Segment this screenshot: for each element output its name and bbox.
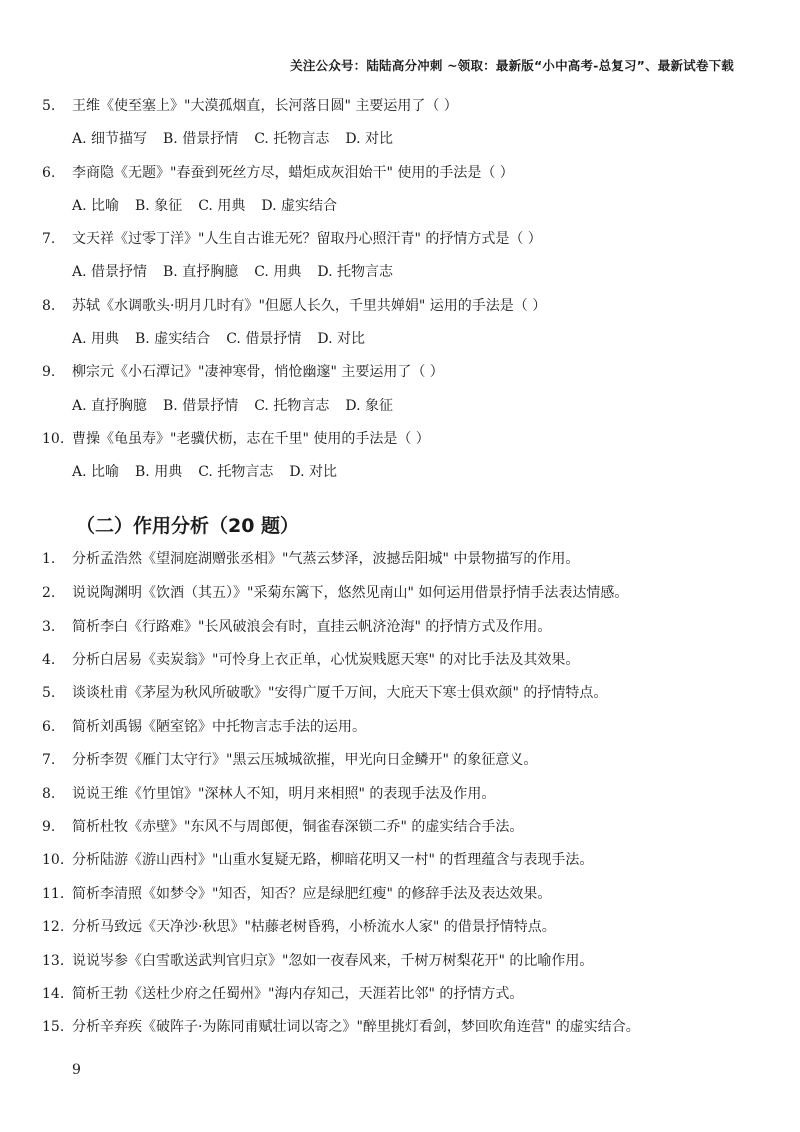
question-number: 10. [42, 852, 65, 868]
analysis-question-2 [42, 583, 628, 603]
question-text: 苏轼《水调歌头·明月几时有》"但愿人长久，千里共婵娟" 运用的手法是（ ） [72, 298, 547, 314]
question-text: 曹操《龟虽寿》"老骥伏枥，志在千里" 使用的手法是（ ） [72, 431, 430, 447]
option-c: C. 托物言志 [198, 464, 274, 480]
question-text: 文天祥《过零丁洋》"人生自古谁无死？留取丹心照汗青" 的抒情方式是（ ） [72, 231, 542, 247]
option-b: B. 借景抒情 [163, 131, 239, 147]
analysis-question-6 [42, 717, 366, 737]
question-number: 15. [42, 1019, 65, 1035]
question-text: 简析李清照《如梦令》"知否，知否？应是绿肥红瘦" 的修辞手法及表达效果。 [72, 886, 552, 902]
choice-question-5 [42, 96, 458, 116]
question-text: 简析李白《行路难》"长风破浪会有时，直挂云帆济沧海" 的抒情方式及作用。 [72, 619, 552, 635]
option-a: A. 细节描写 [72, 131, 148, 147]
option-b: B. 象征 [135, 198, 183, 214]
question-number: 5. [42, 685, 56, 701]
question-number: 9. [42, 364, 56, 380]
question-number: 6. [42, 719, 56, 735]
question-text: 简析杜牧《赤壁》"东风不与周郎便，铜雀春深锁二乔" 的虚实结合手法。 [72, 819, 524, 835]
question-number: 4. [42, 652, 56, 668]
option-d: D. 对比 [289, 464, 337, 480]
analysis-question-9 [42, 817, 523, 837]
page-header-notice: 关注公众号：陆陆高分冲刺 ~领取：最新版“小中高考-总复习”、最新试卷下载 [290, 58, 734, 73]
option-b: B. 借景抒情 [163, 398, 239, 414]
analysis-question-7 [42, 750, 537, 770]
question-text: 分析陆游《游山西村》"山重水复疑无路，柳暗花明又一村" 的哲理蕴含与表现手法。 [72, 852, 594, 868]
question-number: 3. [42, 619, 56, 635]
question-number: 1. [42, 551, 56, 567]
question-text: 分析孟浩然《望洞庭湖赠张丞相》"气蒸云梦泽，波撼岳阳城" 中景物描写的作用。 [72, 551, 580, 567]
question-number: 2. [42, 585, 56, 601]
option-b: B. 直抒胸臆 [163, 264, 239, 280]
question-number: 9. [42, 819, 56, 835]
question-number: 10. [42, 431, 65, 447]
option-c: C. 借景抒情 [226, 331, 302, 347]
choice-options-9 [72, 396, 409, 416]
question-text: 分析马致远《天净沙·秋思》"枯藤老树昏鸦，小桥流水人家" 的借景抒情特点。 [72, 919, 556, 935]
question-text: 李商隐《无题》"春蚕到死丝方尽，蜡炬成灰泪始干" 使用的手法是（ ） [72, 165, 514, 181]
option-d: D. 对比 [317, 331, 365, 347]
option-d: D. 象征 [345, 398, 393, 414]
analysis-question-12 [42, 917, 556, 937]
choice-options-10 [72, 462, 353, 482]
question-text: 分析白居易《卖炭翁》"可怜身上衣正单，心忧炭贱愿天寒" 的对比手法及其效果。 [72, 652, 580, 668]
page-number: 9 [72, 1062, 81, 1078]
option-d: D. 对比 [345, 131, 393, 147]
analysis-question-14 [42, 984, 523, 1004]
question-number: 11. [42, 886, 65, 902]
option-b: B. 用典 [135, 464, 183, 480]
choice-question-7 [42, 229, 542, 249]
option-a: A. 比喻 [72, 198, 120, 214]
question-number: 13. [42, 953, 65, 969]
option-b: B. 虚实结合 [135, 331, 211, 347]
analysis-question-3 [42, 617, 551, 637]
section-title: （二）作用分析（20 题） [76, 515, 300, 537]
analysis-question-8 [42, 784, 495, 804]
option-c: C. 托物言志 [254, 398, 330, 414]
option-d: D. 虚实结合 [261, 198, 337, 214]
option-c: C. 用典 [198, 198, 246, 214]
question-number: 6. [42, 165, 56, 181]
question-text: 分析辛弃疾《破阵子·为陈同甫赋壮词以寄之》"醉里挑灯看剑，梦回吹角连营" 的虚实结合。 [72, 1019, 640, 1035]
question-text: 柳宗元《小石潭记》"凄神寒骨，悄怆幽邃" 主要运用了（ ） [72, 364, 444, 380]
option-c: C. 托物言志 [254, 131, 330, 147]
option-d: D. 托物言志 [317, 264, 393, 280]
question-text: 王维《使至塞上》"大漠孤烟直，长河落日圆" 主要运用了（ ） [72, 98, 458, 114]
analysis-question-11 [42, 884, 551, 904]
analysis-question-10 [42, 850, 593, 870]
option-a: A. 借景抒情 [72, 264, 148, 280]
question-number: 8. [42, 298, 56, 314]
question-number: 7. [42, 231, 56, 247]
option-a: A. 直抒胸臆 [72, 398, 148, 414]
question-text: 说说陶渊明《饮酒（其五）》"采菊东篱下，悠然见南山" 如何运用借景抒情手法表达情感。 [72, 585, 629, 601]
choice-question-8 [42, 296, 546, 316]
choice-options-6 [72, 196, 353, 216]
choice-options-8 [72, 329, 381, 349]
question-number: 12. [42, 919, 65, 935]
question-number: 14. [42, 986, 65, 1002]
question-number: 5. [42, 98, 56, 114]
choice-options-5 [72, 129, 409, 149]
choice-options-7 [72, 262, 409, 282]
analysis-question-15 [42, 1017, 640, 1037]
question-number: 7. [42, 752, 56, 768]
option-c: C. 用典 [254, 264, 302, 280]
choice-question-6 [42, 163, 514, 183]
choice-question-9 [42, 362, 444, 382]
option-a: A. 用典 [72, 331, 120, 347]
question-number: 8. [42, 786, 56, 802]
analysis-question-1 [42, 549, 579, 569]
question-text: 谈谈杜甫《茅屋为秋风所破歌》"安得广厦千万间，大庇天下寒士俱欢颜" 的抒情特点。 [72, 685, 608, 701]
question-text: 简析王勃《送杜少府之任蜀州》"海内存知己，天涯若比邻" 的抒情方式。 [72, 986, 524, 1002]
option-a: A. 比喻 [72, 464, 120, 480]
choice-question-10 [42, 429, 430, 449]
question-text: 说说岑参《白雪歌送武判官归京》"忽如一夜春风来，千树万树梨花开" 的比喻作用。 [72, 953, 594, 969]
analysis-question-13 [42, 951, 593, 971]
analysis-question-4 [42, 650, 579, 670]
question-text: 说说王维《竹里馆》"深林人不知，明月来相照" 的表现手法及作用。 [72, 786, 496, 802]
analysis-question-5 [42, 683, 607, 703]
question-text: 简析刘禹锡《陋室铭》中托物言志手法的运用。 [72, 719, 366, 735]
question-text: 分析李贺《雁门太守行》"黑云压城城欲摧，甲光向日金鳞开" 的象征意义。 [72, 752, 538, 768]
